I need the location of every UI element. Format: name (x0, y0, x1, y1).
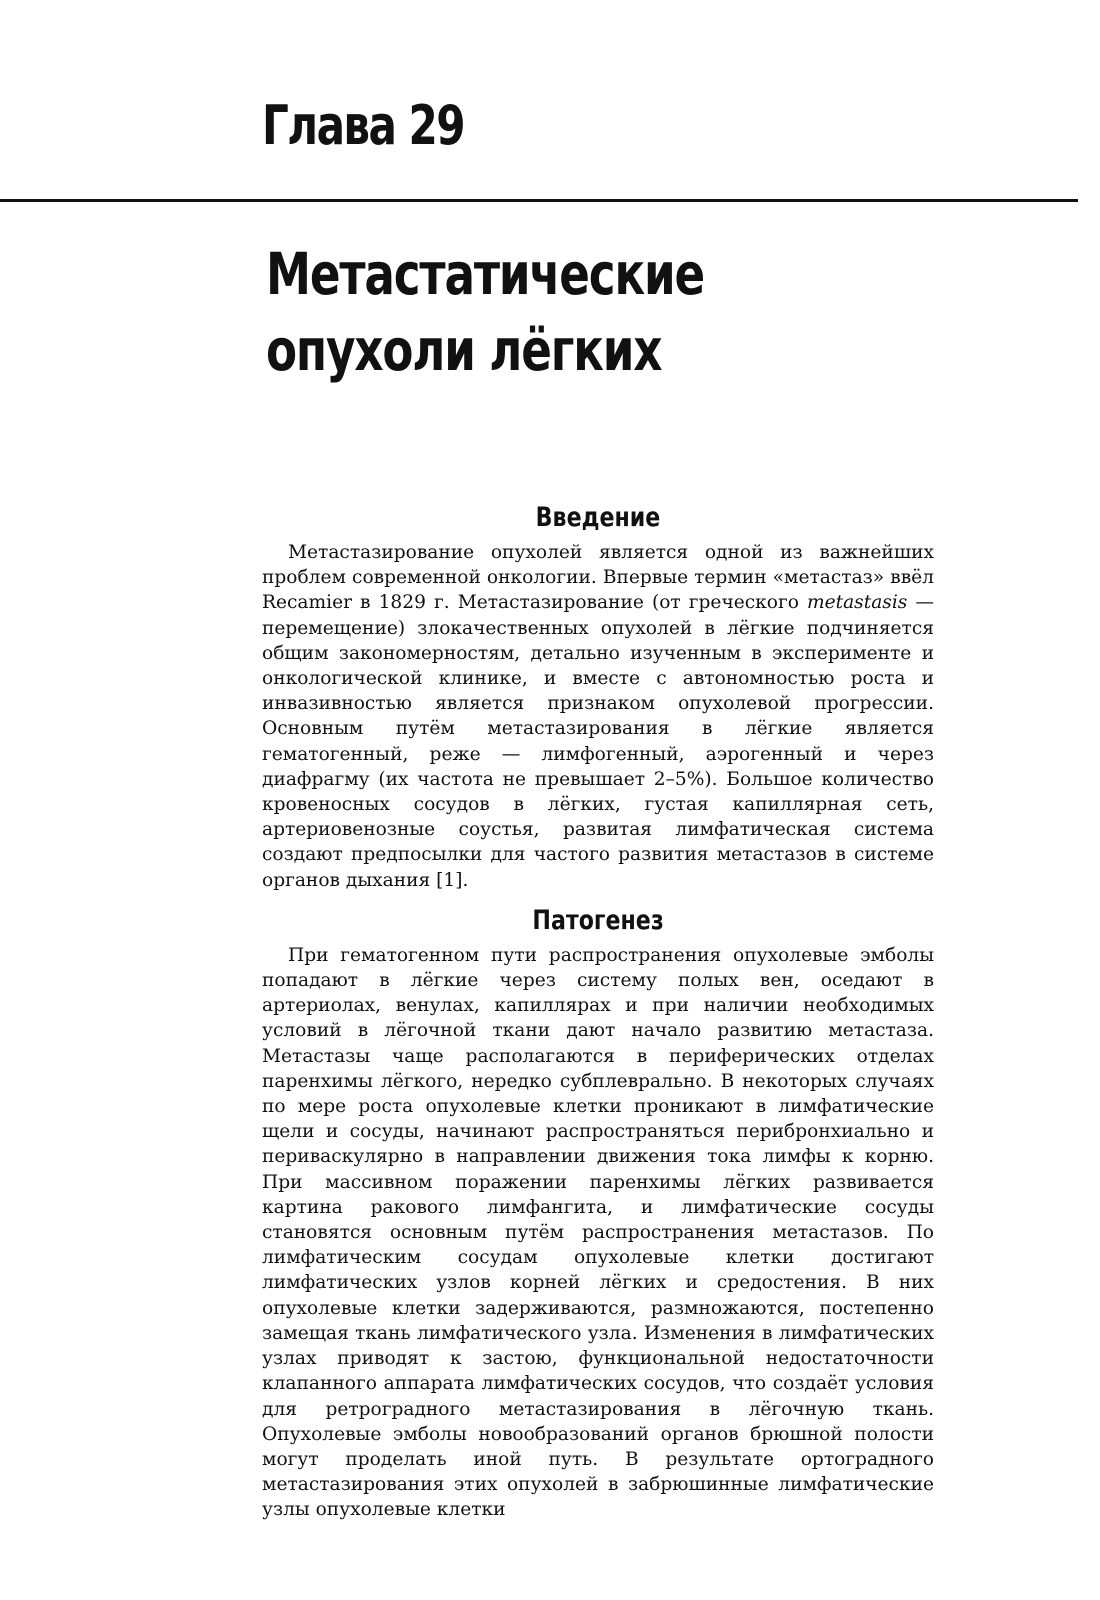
chapter-title-line-2: опухоли лёгких (266, 316, 662, 384)
chapter-title-line-1: Метастатические (266, 240, 705, 308)
body-content (262, 496, 934, 1523)
section-heading-pathogenesis: Патогенез (532, 904, 664, 936)
paragraph-introduction (262, 540, 934, 893)
paragraph-text: — перемещение) злокачественных опухолей в лёгкие подчиняется общим закономерностям, детально изученным в эксперименте и онкологической клинике, и вместе с автономностью роста и инвазивностью является признаком опухолевой прогрессии. Основным путём метастазирования в лёгкие является гематогенный, реже — лимфогенный, аэрогенный и через диафрагму (их частота не превышает 2–5%). Большое количество кровеносных сосудов в лёгких, густая капиллярная сеть, артериовенозные соустья, развитая лимфатическая система создают предпосылки для частого развития метастазов в системе органов дыхания [1]. (262, 592, 934, 891)
chapter-number: Глава 29 (262, 94, 464, 157)
paragraph-text: Метастазирование опухолей является одной из важнейших проблем современной онкологии. Впервые термин «метастаз» ввёл Recamier в 1829 г. Метастазирование (от греческого (262, 542, 934, 614)
section-heading-introduction: Введение (535, 502, 661, 533)
paragraph-pathogenesis (262, 943, 934, 1523)
paragraph-text: При гематогенном пути распространения опухолевые эмболы попадают в лёгкие через систему полых вен, оседают в артериолах, венулах, капиллярах и при наличии необходимых условий в лёгочной ткани дают начало развитию метастаза. Метастазы чаще располагаются в периферических отделах паренхимы лёгкого, нередко субплеврально. В некоторых случаях по мере роста опухолевые клетки проникают в лимфатические щели и сосуды, начинают распространяться перибронхиально и периваскулярно в направлении движения тока лимфы к корню. При массивном поражении паренхимы лёгких развивается картина ракового лимфангита, и лимфатические сосуды становятся основным путём распространения метастазов. По лимфатическим сосудам опухолевые клетки достигают лимфатических узлов корней лёгких и средостения. В них опухолевые клетки задерживаются, размножаются, постепенно замещая ткань лимфатического узла. Изменения в лимфатических узлах приводят к застою, функциональной недостаточности клапанного аппарата лимфатических сосудов, что создаёт условия для ретроградного метастазирования в лёгочную ткань. Опухолевые эмболы новообразований органов брюшной полости могут проделать иной путь. В результате ортоградного метастазирования этих опухолей в забрюшинные лимфатические узлы опухолевые клетки (262, 944, 934, 1521)
chapter-divider (0, 199, 1078, 202)
italic-term: metastasis (806, 592, 908, 614)
chapter-title (266, 236, 704, 388)
